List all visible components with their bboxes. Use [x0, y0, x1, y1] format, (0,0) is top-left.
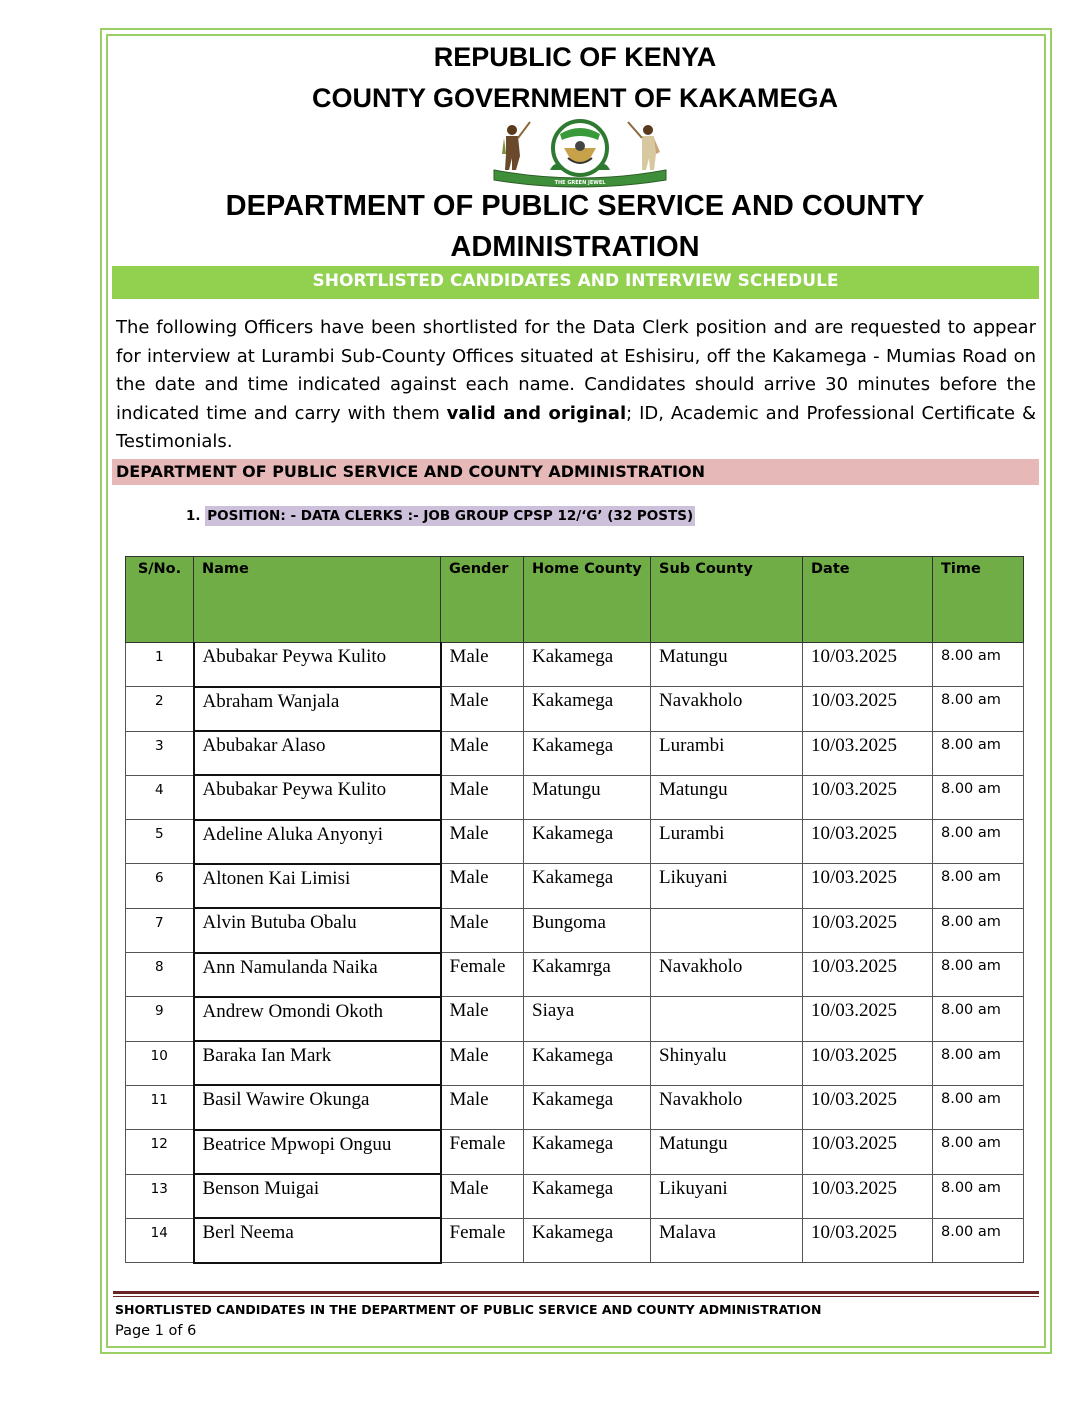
table-row — [126, 820, 1024, 864]
intro-paragraph — [116, 314, 1036, 457]
cell-date: 10/03.2025 — [803, 864, 933, 908]
department-title-line2: ADMINISTRATION — [450, 231, 700, 263]
cell-home-county: Kakamega — [524, 1218, 651, 1262]
cell-home-county: Kakamega — [524, 643, 651, 687]
header-name: Name — [194, 557, 441, 643]
cell-time: 8.00 am — [933, 1174, 1024, 1218]
cell-name: Abubakar Peywa Kulito — [194, 775, 441, 819]
header-date: Date — [803, 557, 933, 643]
cell-name: Baraka Ian Mark — [194, 1041, 441, 1085]
cell-sno: 1 — [126, 643, 194, 687]
table-row — [126, 997, 1024, 1041]
cell-sub-county — [651, 997, 803, 1041]
cell-gender: Male — [441, 908, 524, 952]
cell-gender: Male — [441, 820, 524, 864]
cell-sub-county: Likuyani — [651, 864, 803, 908]
cell-gender: Male — [441, 864, 524, 908]
table-row — [126, 1041, 1024, 1085]
table-row — [126, 864, 1024, 908]
cell-sno: 12 — [126, 1130, 194, 1174]
cell-sub-county: Matungu — [651, 643, 803, 687]
cell-gender: Female — [441, 1130, 524, 1174]
cell-date: 10/03.2025 — [803, 820, 933, 864]
table-row — [126, 953, 1024, 997]
cell-home-county: Kakamega — [524, 864, 651, 908]
cell-date: 10/03.2025 — [803, 1218, 933, 1262]
cell-home-county: Kakamega — [524, 1085, 651, 1129]
cell-home-county: Kakamrga — [524, 953, 651, 997]
cell-time: 8.00 am — [933, 908, 1024, 952]
table-header-row — [126, 557, 1024, 643]
cell-home-county: Kakamega — [524, 1130, 651, 1174]
cell-gender: Female — [441, 953, 524, 997]
table-row — [126, 775, 1024, 819]
cell-sub-county — [651, 908, 803, 952]
intro-text-part1: The following Officers have been shortlisted for the Data Clerk position and are requested to appear for interview at Lurambi Sub-County Offices situated at Eshisiru, off the Kakamega - Mumias Road on the date and time indicated against each name. Candidates should arrive 30 minutes before the indicated time and carry with them — [116, 317, 1036, 424]
cell-gender: Male — [441, 1041, 524, 1085]
position-heading — [186, 508, 695, 524]
table-row — [126, 1218, 1024, 1262]
cell-time: 8.00 am — [933, 864, 1024, 908]
header-gender: Gender — [441, 557, 524, 643]
cell-time: 8.00 am — [933, 1085, 1024, 1129]
table-row — [126, 1174, 1024, 1218]
cell-time: 8.00 am — [933, 687, 1024, 731]
cell-sno: 9 — [126, 997, 194, 1041]
cell-name: Abubakar Peywa Kulito — [194, 643, 441, 687]
cell-sno: 6 — [126, 864, 194, 908]
cell-home-county: Bungoma — [524, 908, 651, 952]
candidates-table — [125, 556, 1024, 1264]
intro-text-bold: valid and original — [446, 402, 627, 424]
cell-name: Altonen Kai Limisi — [194, 864, 441, 908]
table-row — [126, 1085, 1024, 1129]
cell-name: Alvin Butuba Obalu — [194, 908, 441, 952]
cell-gender: Male — [441, 1174, 524, 1218]
cell-sno: 8 — [126, 953, 194, 997]
cell-date: 10/03.2025 — [803, 1041, 933, 1085]
cell-sno: 13 — [126, 1174, 194, 1218]
cell-sub-county: Lurambi — [651, 731, 803, 775]
header-sno: S/No. — [126, 557, 194, 643]
schedule-banner: SHORTLISTED CANDIDATES AND INTERVIEW SCHEDULE — [112, 266, 1039, 299]
footer-rule — [113, 1291, 1039, 1294]
cell-sno: 11 — [126, 1085, 194, 1129]
cell-time: 8.00 am — [933, 1130, 1024, 1174]
cell-home-county: Matungu — [524, 775, 651, 819]
header-home-county: Home County — [524, 557, 651, 643]
cell-gender: Male — [441, 643, 524, 687]
position-text: POSITION: - DATA CLERKS :- JOB GROUP CPSP 12/‘G’ (32 POSTS) — [207, 508, 694, 524]
footer-rule-thin — [113, 1296, 1039, 1297]
cell-gender: Female — [441, 1218, 524, 1262]
cell-name: Adeline Aluka Anyonyi — [194, 820, 441, 864]
cell-sub-county: Matungu — [651, 1130, 803, 1174]
section-title: DEPARTMENT OF PUBLIC SERVICE AND COUNTY ADMINISTRATION — [112, 459, 1039, 485]
cell-sno: 14 — [126, 1218, 194, 1262]
cell-sub-county: Matungu — [651, 775, 803, 819]
cell-sub-county: Navakholo — [651, 953, 803, 997]
cell-name: Abubakar Alaso — [194, 731, 441, 775]
cell-date: 10/03.2025 — [803, 953, 933, 997]
table-row — [126, 908, 1024, 952]
cell-home-county: Kakamega — [524, 731, 651, 775]
page-number: Page 1 of 6 — [115, 1323, 197, 1339]
cell-date: 10/03.2025 — [803, 643, 933, 687]
cell-time: 8.00 am — [933, 1041, 1024, 1085]
cell-sub-county: Malava — [651, 1218, 803, 1262]
cell-date: 10/03.2025 — [803, 687, 933, 731]
emblem-caption: THE GREEN JEWEL — [554, 180, 606, 186]
cell-time: 8.00 am — [933, 1218, 1024, 1262]
cell-date: 10/03.2025 — [803, 1085, 933, 1129]
cell-name: Beatrice Mpwopi Onguu — [194, 1130, 441, 1174]
cell-home-county: Kakamega — [524, 687, 651, 731]
department-title-line1: DEPARTMENT OF PUBLIC SERVICE AND COUNTY — [225, 190, 925, 222]
cell-home-county: Siaya — [524, 997, 651, 1041]
cell-home-county: Kakamega — [524, 1041, 651, 1085]
cell-gender: Male — [441, 775, 524, 819]
table-row — [126, 687, 1024, 731]
county-coat-of-arms-icon — [490, 118, 670, 188]
cell-name: Ann Namulanda Naika — [194, 953, 441, 997]
county-title: COUNTY GOVERNMENT OF KAKAMEGA — [311, 83, 838, 113]
cell-date: 10/03.2025 — [803, 1174, 933, 1218]
cell-sub-county: Shinyalu — [651, 1041, 803, 1085]
footer-title: SHORTLISTED CANDIDATES IN THE DEPARTMENT OF PUBLIC SERVICE AND COUNTY ADMINISTRATION — [115, 1302, 822, 1317]
cell-time: 8.00 am — [933, 953, 1024, 997]
cell-date: 10/03.2025 — [803, 731, 933, 775]
cell-sno: 3 — [126, 731, 194, 775]
cell-date: 10/03.2025 — [803, 908, 933, 952]
cell-date: 10/03.2025 — [803, 997, 933, 1041]
cell-time: 8.00 am — [933, 643, 1024, 687]
cell-sub-county: Navakholo — [651, 1085, 803, 1129]
cell-home-county: Kakamega — [524, 820, 651, 864]
cell-gender: Male — [441, 997, 524, 1041]
cell-sno: 4 — [126, 775, 194, 819]
table-row — [126, 731, 1024, 775]
cell-sno: 2 — [126, 687, 194, 731]
cell-time: 8.00 am — [933, 820, 1024, 864]
intro-text-part2: ; ID, Academic and Professional Certificate & Testimonials. — [116, 402, 1036, 453]
cell-home-county: Kakamega — [524, 1174, 651, 1218]
cell-gender: Male — [441, 687, 524, 731]
cell-sno: 5 — [126, 820, 194, 864]
table-row — [126, 643, 1024, 687]
cell-gender: Male — [441, 1085, 524, 1129]
cell-sub-county: Likuyani — [651, 1174, 803, 1218]
cell-time: 8.00 am — [933, 731, 1024, 775]
cell-name: Benson Muigai — [194, 1174, 441, 1218]
position-number: 1. — [186, 508, 201, 524]
header-time: Time — [933, 557, 1024, 643]
cell-time: 8.00 am — [933, 997, 1024, 1041]
cell-sub-county: Navakholo — [651, 687, 803, 731]
cell-sno: 7 — [126, 908, 194, 952]
republic-title: REPUBLIC OF KENYA — [433, 42, 717, 72]
cell-gender: Male — [441, 731, 524, 775]
cell-time: 8.00 am — [933, 775, 1024, 819]
header-sub-county: Sub County — [651, 557, 803, 643]
cell-date: 10/03.2025 — [803, 775, 933, 819]
table-row — [126, 1130, 1024, 1174]
cell-name: Abraham Wanjala — [194, 687, 441, 731]
cell-sno: 10 — [126, 1041, 194, 1085]
cell-date: 10/03.2025 — [803, 1130, 933, 1174]
cell-name: Andrew Omondi Okoth — [194, 997, 441, 1041]
cell-name: Berl Neema — [194, 1218, 441, 1262]
cell-sub-county: Lurambi — [651, 820, 803, 864]
cell-name: Basil Wawire Okunga — [194, 1085, 441, 1129]
